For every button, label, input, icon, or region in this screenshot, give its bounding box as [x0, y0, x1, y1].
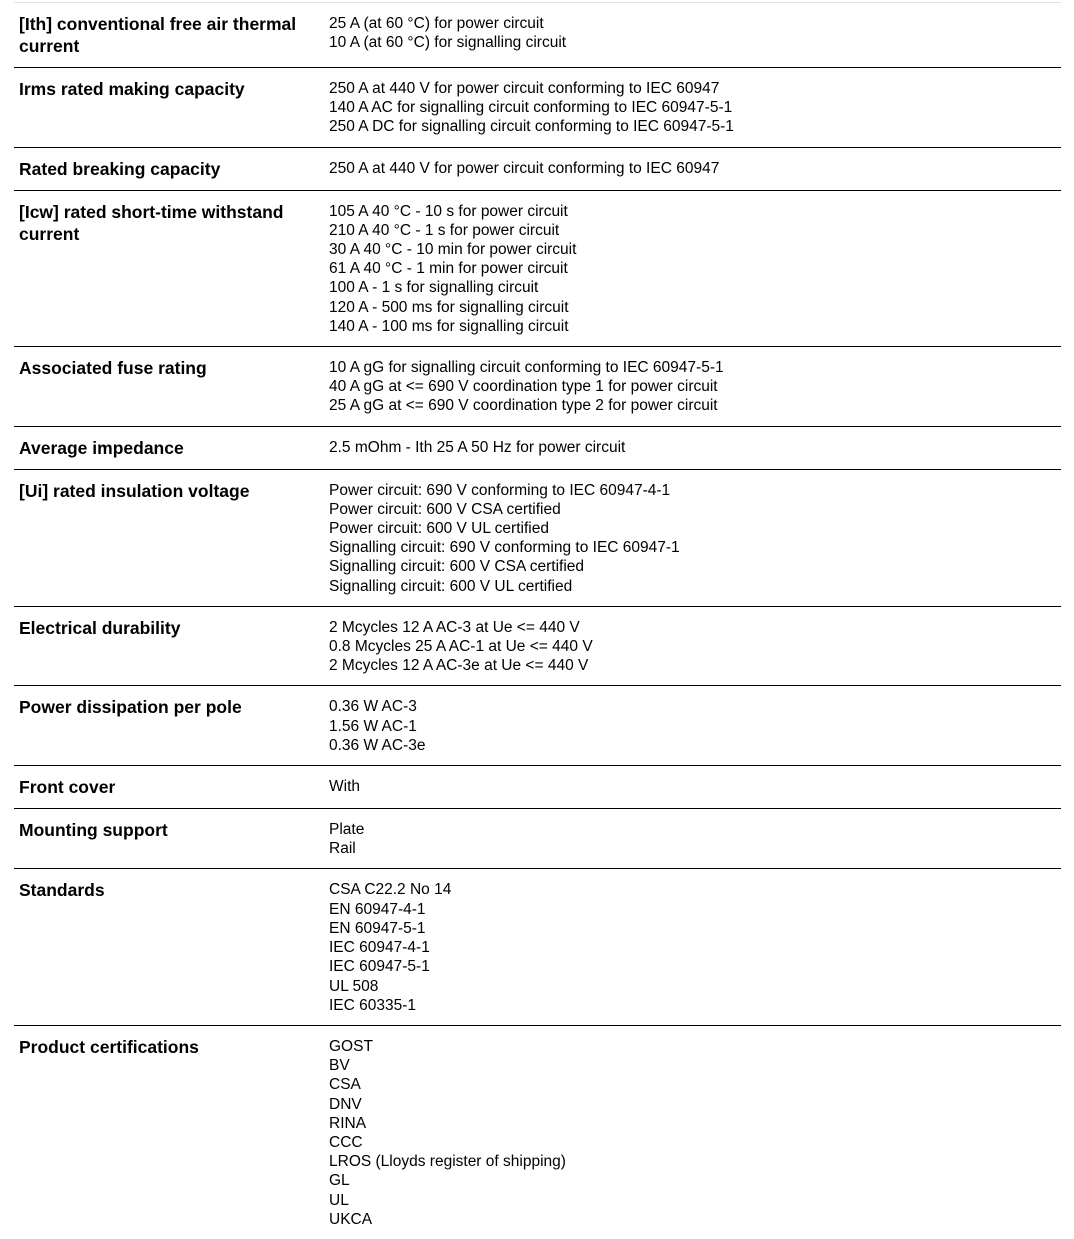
spec-value: 40 A gG at <= 690 V coordination type 1 for power circuit [329, 378, 718, 396]
spec-row-standards [14, 869, 1061, 1025]
spec-table [14, 2, 1061, 1239]
spec-value: IEC 60947-5-1 [329, 958, 430, 976]
spec-values [329, 437, 1061, 459]
spec-value: CSA C22.2 No 14 [329, 881, 452, 899]
spec-value: 120 A - 500 ms for signalling circuit [329, 298, 569, 316]
spec-label: Power dissipation per pole [19, 697, 242, 718]
spec-value: IEC 60335-1 [329, 996, 417, 1014]
spec-value: 1.56 W AC-1 [329, 717, 417, 735]
spec-values [329, 201, 1061, 336]
spec-values [329, 1036, 1061, 1229]
spec-value: 2.5 mOhm - Ith 25 A 50 Hz for power circuit [329, 438, 626, 456]
spec-label: Product certifications [19, 1036, 199, 1057]
spec-label: [Ui] rated insulation voltage [19, 480, 250, 501]
spec-row-breaking-capacity [14, 148, 1061, 191]
spec-values [329, 696, 1061, 755]
spec-row-mounting-support [14, 809, 1061, 869]
spec-row-ui-voltage [14, 470, 1061, 607]
spec-value: 0.8 Mcycles 25 A AC-1 at Ue <= 440 V [329, 638, 593, 656]
spec-values [329, 357, 1061, 416]
spec-values [329, 776, 1061, 798]
spec-value: CSA [329, 1076, 361, 1094]
spec-value: Power circuit: 600 V CSA certified [329, 500, 561, 518]
spec-label: Standards [19, 880, 105, 901]
spec-value: IEC 60947-4-1 [329, 939, 430, 957]
spec-value: 30 A 40 °C - 10 min for power circuit [329, 241, 577, 259]
spec-value: With [329, 778, 360, 796]
spec-value: 61 A 40 °C - 1 min for power circuit [329, 260, 568, 278]
spec-row-electrical-durability [14, 607, 1061, 687]
spec-label: [Icw] rated short-time withstand current [19, 201, 284, 244]
spec-value: 140 A - 100 ms for signalling circuit [329, 317, 569, 335]
spec-value: Signalling circuit: 690 V conforming to IEC 60947-1 [329, 539, 680, 557]
spec-value: 25 A (at 60 °C) for power circuit [329, 15, 544, 32]
spec-row-ith [14, 3, 1061, 68]
spec-value: 0.36 W AC-3e [329, 736, 426, 754]
spec-values [329, 617, 1061, 676]
spec-values [329, 480, 1061, 596]
spec-value: Power circuit: 600 V UL certified [329, 520, 549, 538]
spec-label: Associated fuse rating [19, 358, 207, 379]
spec-value: 250 A at 440 V for power circuit conforming to IEC 60947 [329, 80, 720, 97]
spec-row-impedance [14, 427, 1061, 470]
spec-value: Signalling circuit: 600 V UL certified [329, 577, 573, 595]
spec-values [329, 78, 1061, 137]
spec-row-irms [14, 68, 1061, 148]
spec-value: CCC [329, 1133, 363, 1151]
spec-row-front-cover [14, 766, 1061, 809]
spec-value: 250 A at 440 V for power circuit conforming to IEC 60947 [329, 159, 720, 177]
spec-value: 105 A 40 °C - 10 s for power circuit [329, 202, 568, 220]
spec-value: EN 60947-4-1 [329, 900, 426, 918]
spec-value: 2 Mcycles 12 A AC-3e at Ue <= 440 V [329, 657, 589, 675]
spec-label: Electrical durability [19, 617, 181, 638]
spec-label: Mounting support [19, 820, 168, 841]
spec-value: 210 A 40 °C - 1 s for power circuit [329, 221, 560, 239]
spec-value: Signalling circuit: 600 V CSA certified [329, 558, 585, 576]
spec-value: Rail [329, 840, 356, 858]
spec-value: BV [329, 1057, 350, 1075]
spec-label: Irms rated making capacity [19, 79, 245, 99]
spec-value: 10 A (at 60 °C) for signalling circuit [329, 34, 567, 52]
spec-value: 100 A - 1 s for signalling circuit [329, 279, 539, 297]
spec-value: 250 A DC for signalling circuit conforming to IEC 60947-5-1 [329, 118, 734, 136]
spec-value: EN 60947-5-1 [329, 919, 426, 937]
spec-value: RINA [329, 1114, 367, 1132]
spec-value: DNV [329, 1095, 362, 1113]
spec-value: GL [329, 1172, 350, 1190]
spec-value: 0.36 W AC-3 [329, 698, 417, 716]
spec-value: LROS (Lloyds register of shipping) [329, 1153, 566, 1171]
spec-row-power-dissipation [14, 686, 1061, 766]
spec-row-product-certifications [14, 1026, 1061, 1239]
spec-value: 25 A gG at <= 690 V coordination type 2 for power circuit [329, 397, 718, 415]
spec-value: Power circuit: 690 V conforming to IEC 60947-4-1 [329, 481, 671, 499]
spec-values [329, 158, 1061, 180]
spec-row-fuse-rating [14, 347, 1061, 427]
spec-label: Front cover [19, 777, 116, 798]
spec-values [329, 13, 1061, 57]
spec-label: Average impedance [19, 437, 184, 458]
spec-value: UL 508 [329, 977, 379, 995]
spec-value: 2 Mcycles 12 A AC-3 at Ue <= 440 V [329, 618, 580, 636]
spec-value: Plate [329, 821, 365, 839]
spec-value: UL [329, 1191, 349, 1209]
spec-value: GOST [329, 1037, 373, 1055]
spec-label: [Ith] conventional free air thermal current [19, 14, 297, 56]
spec-row-icw [14, 191, 1061, 347]
spec-value: UKCA [329, 1210, 373, 1228]
spec-value: 10 A gG for signalling circuit conforming to IEC 60947-5-1 [329, 359, 724, 377]
spec-values [329, 819, 1061, 858]
spec-label: Rated breaking capacity [19, 158, 221, 179]
spec-values [329, 879, 1061, 1014]
spec-value: 140 A AC for signalling circuit conforming to IEC 60947-5-1 [329, 99, 733, 117]
